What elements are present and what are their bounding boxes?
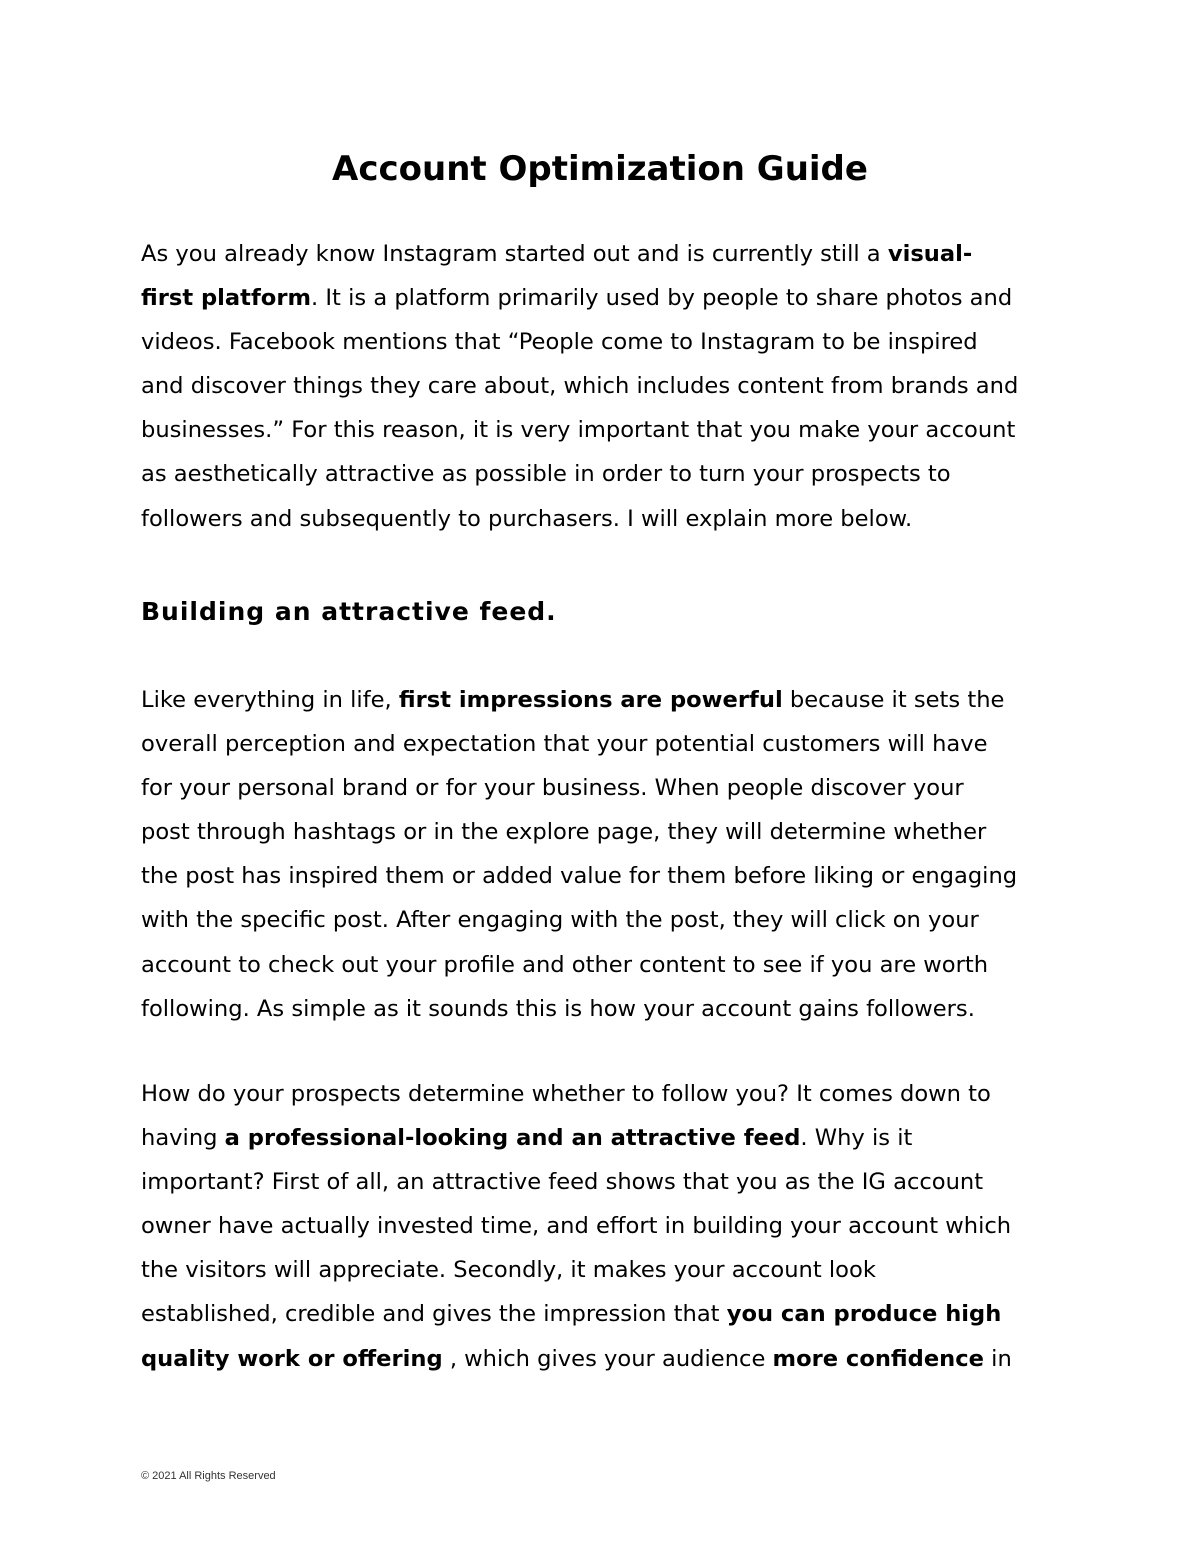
intro-paragraph (141, 232, 1076, 541)
paragraph-attractive-feed (141, 1072, 1076, 1381)
text-line: the post has inspired them or added value for them before liking or engaging (141, 863, 1018, 890)
text-line: important? First of all, an attractive feed shows that you as the IG account (141, 1169, 984, 1196)
text-line: Like everything in life, first impressions are powerful because it sets the (141, 687, 1005, 713)
paragraph-first-impressions (141, 678, 1076, 1031)
text-line: first platform. It is a platform primarily used by people to share photos and (141, 285, 1013, 312)
text-line: businesses.” For this reason, it is very important that you make your account (141, 417, 1016, 444)
text-line: established, credible and gives the impression that you can produce high (141, 1301, 1002, 1328)
text-line: for your personal brand or for your business. When people discover your (141, 775, 964, 802)
text-line: and discover things they care about, which includes content from brands and (141, 373, 1019, 400)
text-line: owner have actually invested time, and effort in building your account which (141, 1213, 1012, 1240)
bold-emphasis: more confidence (772, 1345, 984, 1372)
text-line: following. As simple as it sounds this is how your account gains followers. (141, 995, 975, 1022)
bold-emphasis: first platform (141, 285, 312, 312)
text-line: post through hashtags or in the explore page, they will determine whether (141, 819, 987, 846)
bold-emphasis: a professional-looking and an attractive feed (224, 1125, 801, 1152)
text-line: overall perception and expectation that your potential customers will have (141, 731, 988, 758)
bold-emphasis: you can produce high (726, 1301, 1002, 1328)
text-line: As you already know Instagram started out and is currently still a visual- (141, 241, 973, 267)
bold-emphasis: first impressions are powerful (398, 687, 783, 713)
section-heading: Building an attractive feed. (141, 597, 557, 626)
text-line: with the specific post. After engaging with the post, they will click on your (141, 907, 979, 934)
text-line: quality work or offering , which gives your audience more confidence in (141, 1345, 1012, 1372)
copyright-footer: © 2021 All Rights Reserved (141, 1470, 276, 1482)
text-line: as aesthetically attractive as possible in order to turn your prospects to (141, 461, 951, 488)
text-line: videos. Facebook mentions that “People come to Instagram to be inspired (141, 329, 978, 356)
text-line: the visitors will appreciate. Secondly, it makes your account look (141, 1257, 876, 1284)
text-line: How do your prospects determine whether to follow you? It comes down to (141, 1081, 991, 1107)
text-line: account to check out your profile and other content to see if you are worth (141, 951, 989, 978)
text-line: followers and subsequently to purchasers. I will explain more below. (141, 505, 913, 532)
bold-emphasis: quality work or offering (141, 1345, 443, 1372)
bold-emphasis: visual- (887, 241, 973, 267)
text-line: having a professional-looking and an attractive feed. Why is it (141, 1125, 913, 1152)
document-title: Account Optimization Guide (332, 149, 868, 189)
